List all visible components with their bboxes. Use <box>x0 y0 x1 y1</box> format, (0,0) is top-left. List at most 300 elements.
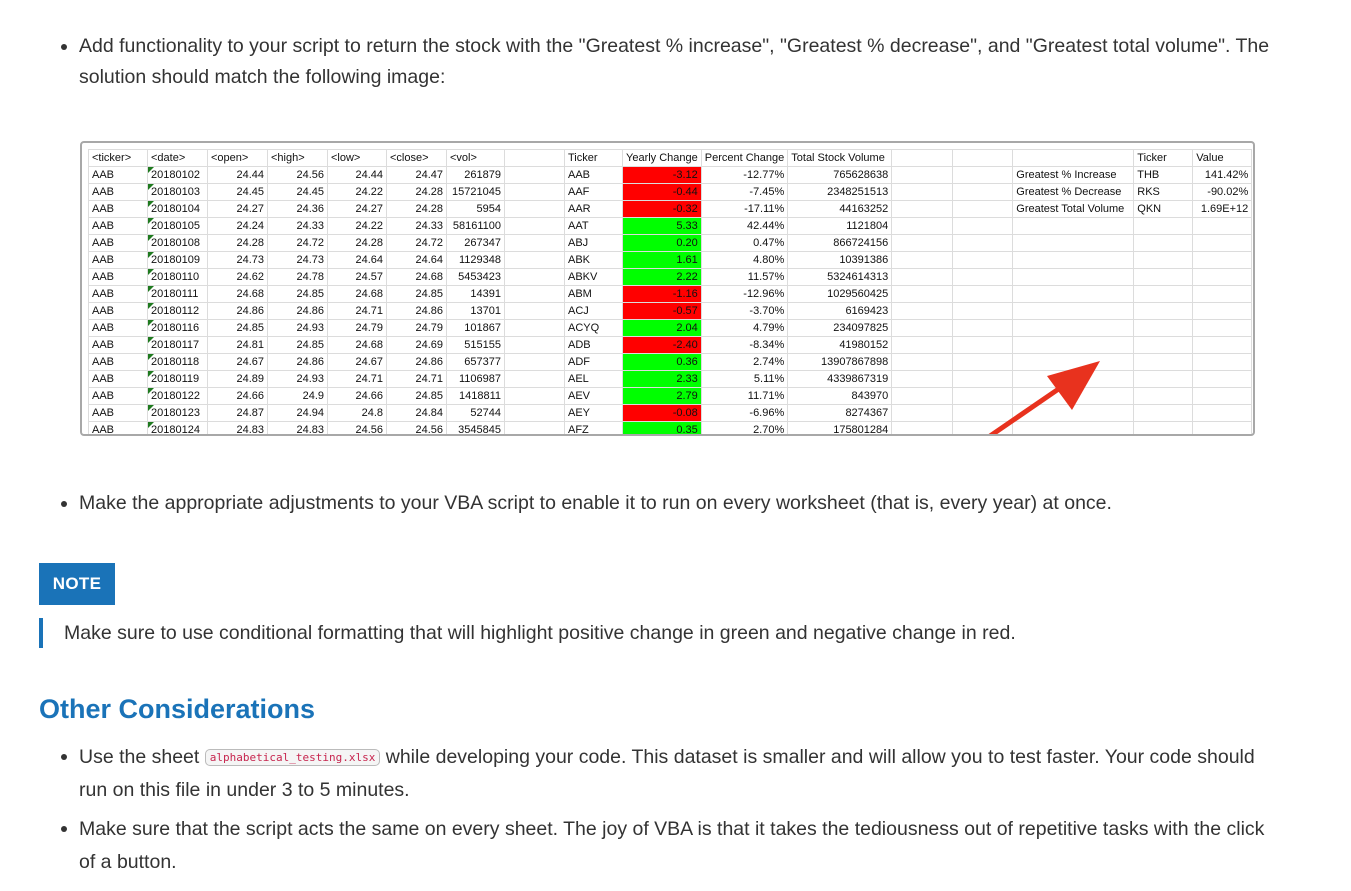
summary-cell: ABJ <box>565 235 623 252</box>
empty-cell <box>892 252 953 269</box>
text-number-flag-icon <box>148 269 154 275</box>
raw-header-cell: <close> <box>387 150 447 167</box>
empty-cell <box>892 405 953 422</box>
raw-cell: 261879 <box>447 167 505 184</box>
table-row <box>89 201 1252 218</box>
raw-cell: 24.64 <box>328 252 387 269</box>
raw-header-cell: <vol> <box>447 150 505 167</box>
table-row <box>89 184 1252 201</box>
header-row <box>89 150 1252 167</box>
yearly-change-cell: 0.35 <box>623 422 702 437</box>
raw-header-cell: <date> <box>148 150 208 167</box>
yearly-change-cell: 0.36 <box>623 354 702 371</box>
empty-cell <box>953 337 1013 354</box>
yearly-change-cell: -3.12 <box>623 167 702 184</box>
raw-cell: 24.85 <box>268 337 328 354</box>
empty-cell <box>953 201 1013 218</box>
empty-cell <box>953 235 1013 252</box>
date-value: 20180116 <box>151 322 200 334</box>
raw-cell: AAB <box>89 337 148 354</box>
table-row <box>89 286 1252 303</box>
mid-bullet-list <box>57 488 1277 519</box>
raw-cell: 24.28 <box>387 184 447 201</box>
raw-cell: AAB <box>89 201 148 218</box>
raw-cell: AAB <box>89 354 148 371</box>
raw-cell: 24.66 <box>208 388 268 405</box>
empty-cell <box>1013 150 1134 167</box>
raw-cell: AAB <box>89 269 148 286</box>
raw-cell: 24.71 <box>387 371 447 388</box>
date-value: 20180119 <box>151 373 200 385</box>
raw-cell: 24.94 <box>268 405 328 422</box>
raw-cell: 24.79 <box>387 320 447 337</box>
empty-cell <box>953 303 1013 320</box>
spreadsheet-screenshot <box>80 141 1255 436</box>
summary-cell: ABK <box>565 252 623 269</box>
greatest-ticker-cell: QKN <box>1134 201 1193 218</box>
raw-cell: 24.79 <box>328 320 387 337</box>
summary-cell: 8274367 <box>788 405 892 422</box>
raw-cell: 24.83 <box>268 422 328 437</box>
raw-header-cell: <open> <box>208 150 268 167</box>
raw-cell: 24.71 <box>328 371 387 388</box>
empty-cell <box>1013 218 1134 235</box>
summary-cell: 5.11% <box>701 371 788 388</box>
empty-cell <box>953 150 1013 167</box>
empty-cell <box>505 405 565 422</box>
raw-cell: 267347 <box>447 235 505 252</box>
raw-cell: 24.72 <box>268 235 328 252</box>
raw-cell: 24.33 <box>268 218 328 235</box>
summary-header-cell: Percent Change <box>701 150 788 167</box>
considerations-bullet-1 <box>57 741 1277 807</box>
summary-cell: 44163252 <box>788 201 892 218</box>
date-cell <box>148 286 208 303</box>
empty-cell <box>505 150 565 167</box>
text-number-flag-icon <box>148 303 154 309</box>
empty-cell <box>505 184 565 201</box>
raw-cell: 24.24 <box>208 218 268 235</box>
text-number-flag-icon <box>148 167 154 173</box>
date-value: 20180102 <box>151 169 200 181</box>
date-value: 20180105 <box>151 220 200 232</box>
raw-cell: 24.68 <box>387 269 447 286</box>
text-number-flag-icon <box>148 388 154 394</box>
date-value: 20180109 <box>151 254 200 266</box>
summary-cell: AAB <box>565 167 623 184</box>
summary-cell: 13907867898 <box>788 354 892 371</box>
date-value: 20180112 <box>151 305 200 317</box>
summary-cell: 765628638 <box>788 167 892 184</box>
raw-cell: 24.56 <box>328 422 387 437</box>
empty-cell <box>953 218 1013 235</box>
date-value: 20180118 <box>151 356 200 368</box>
empty-cell <box>1013 252 1134 269</box>
yearly-change-cell: 2.22 <box>623 269 702 286</box>
raw-cell: 657377 <box>447 354 505 371</box>
date-cell <box>148 184 208 201</box>
raw-cell: 24.36 <box>268 201 328 218</box>
empty-cell <box>505 252 565 269</box>
empty-cell <box>1193 337 1252 354</box>
raw-cell: 24.72 <box>387 235 447 252</box>
raw-cell: 24.68 <box>328 286 387 303</box>
summary-cell: 0.47% <box>701 235 788 252</box>
raw-cell: 24.89 <box>208 371 268 388</box>
greatest-header-cell: Ticker <box>1134 150 1193 167</box>
date-value: 20180103 <box>151 186 200 198</box>
summary-cell: 866724156 <box>788 235 892 252</box>
empty-cell <box>1134 269 1193 286</box>
summary-cell: AEY <box>565 405 623 422</box>
raw-cell: AAB <box>89 405 148 422</box>
date-cell <box>148 337 208 354</box>
empty-cell <box>1013 269 1134 286</box>
date-value: 20180111 <box>151 288 199 300</box>
date-cell <box>148 354 208 371</box>
raw-cell: 24.66 <box>328 388 387 405</box>
yearly-change-cell: 0.20 <box>623 235 702 252</box>
raw-cell: 24.8 <box>328 405 387 422</box>
summary-cell: ACJ <box>565 303 623 320</box>
empty-cell <box>1193 405 1252 422</box>
summary-cell: 2.74% <box>701 354 788 371</box>
summary-cell: 11.71% <box>701 388 788 405</box>
empty-cell <box>505 269 565 286</box>
bullet1-after: while developing your code. This dataset is smaller and will allow you to test faster. Your code should run on this file in under 3 to 5 minutes. <box>79 746 1255 801</box>
intro-bullet-list <box>57 31 1277 93</box>
raw-cell: 24.86 <box>208 303 268 320</box>
empty-cell <box>1193 422 1252 437</box>
raw-cell: 24.45 <box>208 184 268 201</box>
greatest-value-cell: -90.02% <box>1193 184 1252 201</box>
empty-cell <box>892 354 953 371</box>
raw-cell: 1418811 <box>447 388 505 405</box>
raw-cell: 58161100 <box>447 218 505 235</box>
empty-cell <box>892 286 953 303</box>
section-heading: Other Considerations <box>39 694 316 724</box>
raw-cell: 24.27 <box>328 201 387 218</box>
empty-cell <box>1193 320 1252 337</box>
summary-cell: 234097825 <box>788 320 892 337</box>
summary-cell: -7.45% <box>701 184 788 201</box>
raw-header-cell: <low> <box>328 150 387 167</box>
summary-cell: AAF <box>565 184 623 201</box>
table-row <box>89 167 1252 184</box>
raw-cell: 14391 <box>447 286 505 303</box>
raw-cell: AAB <box>89 371 148 388</box>
date-cell <box>148 422 208 437</box>
date-cell <box>148 303 208 320</box>
date-cell <box>148 320 208 337</box>
summary-cell: 4339867319 <box>788 371 892 388</box>
summary-cell: AAR <box>565 201 623 218</box>
greatest-label-cell: Greatest % Increase <box>1013 167 1134 184</box>
empty-cell <box>505 422 565 437</box>
empty-cell <box>505 337 565 354</box>
raw-cell: 24.62 <box>208 269 268 286</box>
summary-cell: -17.11% <box>701 201 788 218</box>
empty-cell <box>505 235 565 252</box>
raw-cell: 24.28 <box>328 235 387 252</box>
text-number-flag-icon <box>148 354 154 360</box>
text-number-flag-icon <box>148 337 154 343</box>
raw-cell: 101867 <box>447 320 505 337</box>
raw-cell: 24.67 <box>328 354 387 371</box>
raw-cell: 24.56 <box>268 167 328 184</box>
summary-cell: 2.70% <box>701 422 788 437</box>
raw-cell: 52744 <box>447 405 505 422</box>
raw-cell: 24.85 <box>268 286 328 303</box>
empty-cell <box>892 388 953 405</box>
empty-cell <box>505 286 565 303</box>
raw-cell: 1106987 <box>447 371 505 388</box>
mid-bullet: Make the appropriate adjustments to your VBA script to enable it to run on every worksheet (that is, every year) at once. <box>57 488 1277 519</box>
raw-cell: 1129348 <box>447 252 505 269</box>
raw-cell: AAB <box>89 167 148 184</box>
summary-cell: 4.80% <box>701 252 788 269</box>
table-row <box>89 337 1252 354</box>
raw-cell: 24.33 <box>387 218 447 235</box>
empty-cell <box>1134 354 1193 371</box>
empty-cell <box>892 235 953 252</box>
table-row <box>89 252 1252 269</box>
summary-cell: 5324614313 <box>788 269 892 286</box>
raw-cell: 24.85 <box>387 388 447 405</box>
date-value: 20180110 <box>151 271 200 283</box>
filename-code: alphabetical_testing.xlsx <box>205 749 381 766</box>
empty-cell <box>892 422 953 437</box>
empty-cell <box>1134 252 1193 269</box>
date-value: 20180117 <box>151 339 200 351</box>
empty-cell <box>505 201 565 218</box>
raw-cell: AAB <box>89 252 148 269</box>
empty-cell <box>505 218 565 235</box>
yearly-change-cell: 5.33 <box>623 218 702 235</box>
summary-cell: 10391386 <box>788 252 892 269</box>
summary-cell: -6.96% <box>701 405 788 422</box>
yearly-change-cell: -0.08 <box>623 405 702 422</box>
raw-cell: 24.47 <box>387 167 447 184</box>
summary-header-cell: Ticker <box>565 150 623 167</box>
empty-cell <box>1134 337 1193 354</box>
empty-cell <box>505 167 565 184</box>
raw-cell: 24.93 <box>268 371 328 388</box>
empty-cell <box>953 252 1013 269</box>
empty-cell <box>1193 354 1252 371</box>
text-number-flag-icon <box>148 422 154 428</box>
raw-cell: 24.67 <box>208 354 268 371</box>
raw-cell: 24.84 <box>387 405 447 422</box>
summary-cell: 11.57% <box>701 269 788 286</box>
summary-cell: 6169423 <box>788 303 892 320</box>
empty-cell <box>1013 337 1134 354</box>
raw-cell: 24.93 <box>268 320 328 337</box>
raw-cell: 5453423 <box>447 269 505 286</box>
empty-cell <box>1134 422 1193 437</box>
raw-cell: 24.81 <box>208 337 268 354</box>
yearly-change-cell: -0.57 <box>623 303 702 320</box>
empty-cell <box>892 184 953 201</box>
empty-cell <box>892 218 953 235</box>
date-value: 20180122 <box>151 390 200 402</box>
text-number-flag-icon <box>148 371 154 377</box>
date-value: 20180104 <box>151 203 200 215</box>
raw-cell: 24.64 <box>387 252 447 269</box>
summary-cell: 2348251513 <box>788 184 892 201</box>
raw-cell: AAB <box>89 422 148 437</box>
summary-cell: AAT <box>565 218 623 235</box>
date-cell <box>148 218 208 235</box>
table-row <box>89 320 1252 337</box>
summary-cell: ABKV <box>565 269 623 286</box>
raw-cell: 515155 <box>447 337 505 354</box>
summary-cell: 1029560425 <box>788 286 892 303</box>
text-number-flag-icon <box>148 320 154 326</box>
summary-header-cell: Total Stock Volume <box>788 150 892 167</box>
yearly-change-cell: 2.04 <box>623 320 702 337</box>
greatest-ticker-cell: RKS <box>1134 184 1193 201</box>
raw-cell: 15721045 <box>447 184 505 201</box>
raw-header-cell: <ticker> <box>89 150 148 167</box>
empty-cell <box>1013 286 1134 303</box>
greatest-label-cell: Greatest % Decrease <box>1013 184 1134 201</box>
note-badge: NOTE <box>39 563 115 605</box>
raw-cell: 24.44 <box>328 167 387 184</box>
yearly-change-cell: 2.79 <box>623 388 702 405</box>
raw-cell: AAB <box>89 388 148 405</box>
yearly-change-cell: -0.32 <box>623 201 702 218</box>
empty-cell <box>1193 252 1252 269</box>
text-number-flag-icon <box>148 184 154 190</box>
empty-cell <box>505 303 565 320</box>
considerations-bullet-2: Make sure that the script acts the same on every sheet. The joy of VBA is that it takes the tediousness out of repetitive tasks with the click of a button. <box>57 813 1277 879</box>
summary-cell: 41980152 <box>788 337 892 354</box>
raw-cell: 24.73 <box>208 252 268 269</box>
empty-cell <box>1134 320 1193 337</box>
yearly-change-cell: 2.33 <box>623 371 702 388</box>
table-row <box>89 269 1252 286</box>
summary-cell: 175801284 <box>788 422 892 437</box>
empty-cell <box>1193 286 1252 303</box>
raw-cell: 24.68 <box>328 337 387 354</box>
summary-cell: ADB <box>565 337 623 354</box>
summary-cell: AEL <box>565 371 623 388</box>
yearly-change-cell: -2.40 <box>623 337 702 354</box>
raw-cell: 13701 <box>447 303 505 320</box>
summary-cell: 843970 <box>788 388 892 405</box>
raw-cell: 24.69 <box>387 337 447 354</box>
empty-cell <box>953 269 1013 286</box>
empty-cell <box>892 303 953 320</box>
greatest-value-cell: 1.69E+12 <box>1193 201 1252 218</box>
raw-header-cell: <high> <box>268 150 328 167</box>
empty-cell <box>1134 235 1193 252</box>
date-value: 20180108 <box>151 237 200 249</box>
text-number-flag-icon <box>148 286 154 292</box>
empty-cell <box>953 286 1013 303</box>
greatest-value-cell: 141.42% <box>1193 167 1252 184</box>
raw-cell: 24.86 <box>387 303 447 320</box>
greatest-ticker-cell: THB <box>1134 167 1193 184</box>
empty-cell <box>1193 269 1252 286</box>
date-value: 20180124 <box>151 424 200 436</box>
raw-cell: AAB <box>89 303 148 320</box>
empty-cell <box>1193 303 1252 320</box>
summary-cell: ADF <box>565 354 623 371</box>
empty-cell <box>505 320 565 337</box>
summary-cell: ABM <box>565 286 623 303</box>
summary-cell: -12.77% <box>701 167 788 184</box>
raw-cell: 3545845 <box>447 422 505 437</box>
greatest-label-cell: Greatest Total Volume <box>1013 201 1134 218</box>
raw-cell: AAB <box>89 184 148 201</box>
raw-cell: 24.68 <box>208 286 268 303</box>
bullet1-before: Use the sheet <box>79 746 200 768</box>
raw-cell: 24.87 <box>208 405 268 422</box>
text-number-flag-icon <box>148 201 154 207</box>
yearly-change-cell: -0.44 <box>623 184 702 201</box>
raw-cell: AAB <box>89 320 148 337</box>
raw-cell: 24.85 <box>208 320 268 337</box>
greatest-header-cell: Value <box>1193 150 1252 167</box>
date-cell <box>148 201 208 218</box>
raw-cell: AAB <box>89 218 148 235</box>
date-cell <box>148 371 208 388</box>
raw-cell: 24.86 <box>387 354 447 371</box>
raw-cell: 24.83 <box>208 422 268 437</box>
raw-cell: 24.86 <box>268 354 328 371</box>
date-cell <box>148 269 208 286</box>
date-cell <box>148 252 208 269</box>
empty-cell <box>1134 286 1193 303</box>
summary-cell: ACYQ <box>565 320 623 337</box>
raw-cell: 24.45 <box>268 184 328 201</box>
raw-cell: 24.44 <box>208 167 268 184</box>
empty-cell <box>1134 371 1193 388</box>
note-text: Make sure to use conditional formatting that will highlight positive change in green and negative change in red. <box>39 618 1264 648</box>
empty-cell <box>892 167 953 184</box>
red-arrow-icon <box>982 358 1102 436</box>
empty-cell <box>505 354 565 371</box>
raw-cell: 24.57 <box>328 269 387 286</box>
raw-cell: 24.78 <box>268 269 328 286</box>
text-number-flag-icon <box>148 252 154 258</box>
yearly-change-cell: 1.61 <box>623 252 702 269</box>
date-cell <box>148 167 208 184</box>
date-value: 20180123 <box>151 407 200 419</box>
raw-cell: 24.86 <box>268 303 328 320</box>
empty-cell <box>1193 388 1252 405</box>
empty-cell <box>505 371 565 388</box>
empty-cell <box>892 201 953 218</box>
empty-cell <box>892 150 953 167</box>
summary-cell: 1121804 <box>788 218 892 235</box>
empty-cell <box>1134 303 1193 320</box>
table-row <box>89 235 1252 252</box>
yearly-change-cell: -1.16 <box>623 286 702 303</box>
summary-cell: AEV <box>565 388 623 405</box>
empty-cell <box>1013 303 1134 320</box>
text-number-flag-icon <box>148 218 154 224</box>
summary-cell: -12.96% <box>701 286 788 303</box>
raw-cell: 5954 <box>447 201 505 218</box>
empty-cell <box>953 184 1013 201</box>
empty-cell <box>953 167 1013 184</box>
raw-cell: 24.85 <box>387 286 447 303</box>
summary-cell: -3.70% <box>701 303 788 320</box>
text-number-flag-icon <box>148 405 154 411</box>
